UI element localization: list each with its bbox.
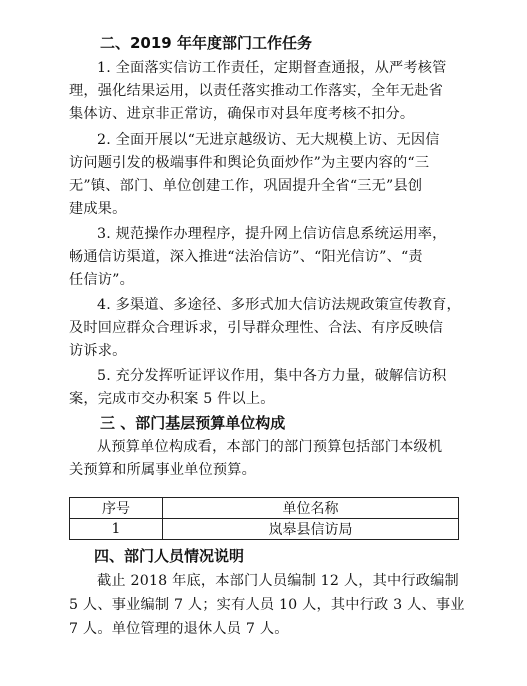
budget-units-table [69, 497, 459, 540]
section-4-line-2: 5 人、事业编制 7 人；实有人员 10 人，其中行政 3 人、事业 [69, 597, 465, 613]
item-3-line-1: 3. 规范操作办理程序，提升网上信访信息系统运用率， [97, 226, 447, 242]
column-header-index: 序号 [70, 498, 163, 519]
column-header-unit-name: 单位名称 [163, 498, 459, 519]
item-1-line-3: 集体访、进京非正常访，确保市对县年度考核不扣分。 [69, 106, 415, 122]
table-cell-unit-name: 岚皋县信访局 [163, 519, 459, 540]
section-3-line-1: 从预算单位构成看，本部门的部门预算包括部门本级机 [97, 439, 443, 455]
item-2-line-4: 建成果。 [69, 201, 127, 217]
section-2-heading: 二、2019 年年度部门工作任务 [100, 34, 312, 52]
item-4-line-3: 访诉求。 [69, 343, 127, 359]
item-2-line-3: 无”镇、部门、单位创建工作，巩固提升全省“三无”县创 [69, 178, 423, 194]
section-4-line-1: 截止 2018 年底，本部门人员编制 12 人，其中行政编制 [97, 573, 459, 589]
item-4-line-1: 4. 多渠道、多途径、多形式加大信访法规政策宣传教育， [97, 297, 461, 313]
section-3-heading: 三 、部门基层预算单位构成 [100, 414, 286, 432]
item-2-line-1: 2. 全面开展以“无进京越级访、无大规模上访、无因信 [97, 132, 440, 148]
item-1-line-2: 理，强化结果运用，以责任落实推动工作落实，全年无赴省 [69, 83, 444, 99]
item-5-line-1: 5. 充分发挥听证评议作用，集中各方力量，破解信访积 [97, 368, 447, 384]
item-2-line-2: 访问题引发的极端事件和舆论负面炒作”为主要内容的“三 [69, 155, 430, 171]
table-row [70, 519, 459, 540]
item-3-line-2: 畅通信访渠道，深入推进“法治信访”、“阳光信访”、“责 [69, 249, 423, 265]
section-3-line-2: 关预算和所属事业单位预算。 [69, 462, 257, 478]
item-4-line-2: 及时回应群众合理诉求，引导群众理性、合法、有序反映信 [69, 320, 444, 336]
section-4-line-3: 7 人。单位管理的退休人员 7 人。 [69, 621, 289, 637]
table-header-row [70, 498, 459, 519]
table-cell-index: 1 [70, 519, 163, 540]
item-3-line-3: 任信访”。 [69, 272, 135, 288]
section-4-heading: 四、部门人员情况说明 [94, 547, 245, 565]
item-5-line-2: 案，完成市交办积案 5 件以上。 [69, 391, 275, 407]
item-1-line-1: 1. 全面落实信访工作责任，定期督查通报，从严考核管 [97, 60, 447, 76]
